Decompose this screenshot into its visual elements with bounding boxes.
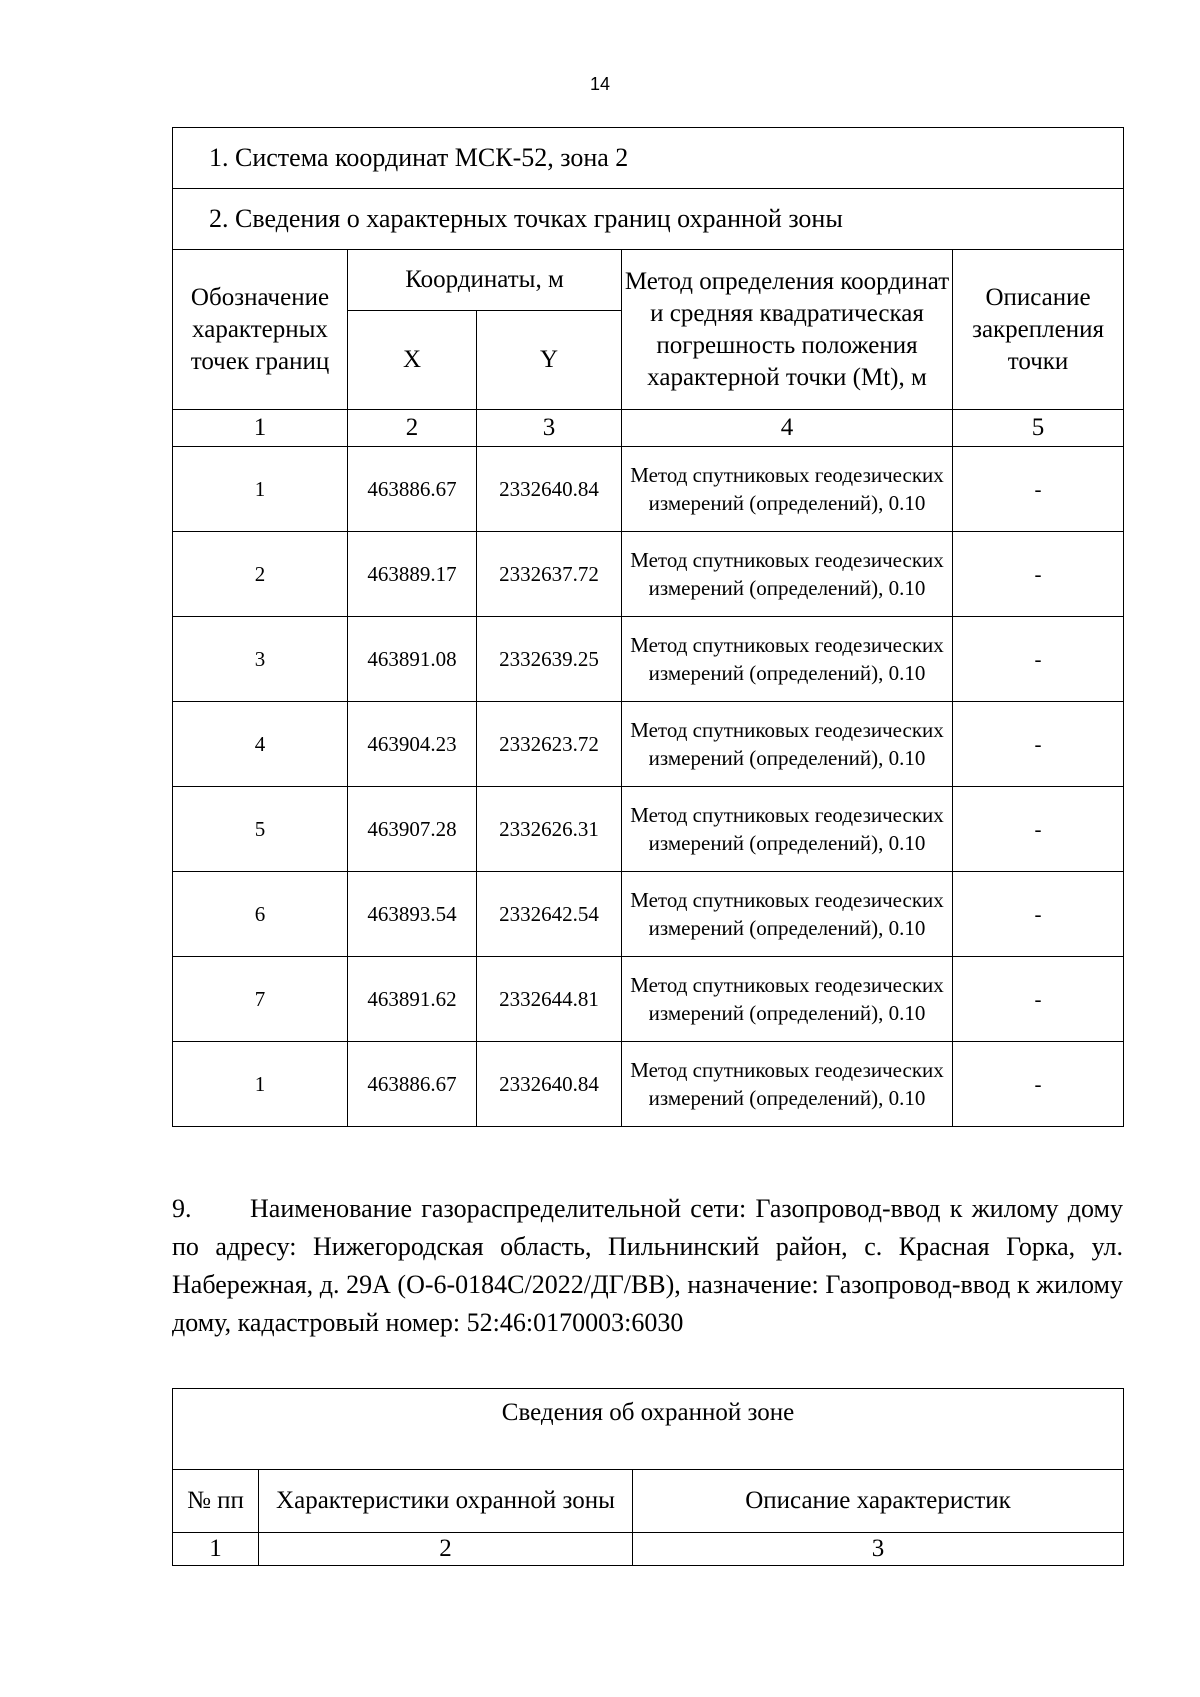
description-cell: -: [953, 617, 1124, 702]
y-cell: 2332639.25: [477, 617, 622, 702]
method-cell: Метод спутниковых геодезических измерений (определений), 0.10: [622, 787, 953, 872]
column-number: 3: [477, 410, 622, 447]
header-y: Y: [477, 311, 622, 410]
zone-table-title: Сведения об охранной зоне: [173, 1389, 1124, 1470]
x-cell: 463891.62: [348, 957, 477, 1042]
table-row: [173, 957, 1124, 1042]
x-cell: 463907.28: [348, 787, 477, 872]
y-cell: 2332626.31: [477, 787, 622, 872]
header-x: X: [348, 311, 477, 410]
table-row: [173, 787, 1124, 872]
x-cell: 463891.08: [348, 617, 477, 702]
y-cell: 2332640.84: [477, 1042, 622, 1127]
point-cell: 5: [173, 787, 348, 872]
method-cell: Метод спутниковых геодезических измерений (определений), 0.10: [622, 1042, 953, 1127]
column-number: 1: [173, 410, 348, 447]
table-row: [173, 872, 1124, 957]
point-cell: 1: [173, 1042, 348, 1127]
protection-zone-table: [172, 1388, 1124, 1566]
section-9-text: Наименование газораспределительной сети: Газопровод-ввод к жилому дому по адресу: Нижегородская область, Пильнинский район, с. Красная Горка, ул. Набережная, д. 29А (О-6-0184С/2022/ДГ/ВВ), назначение: Газопровод-ввод к жилому дому, кадастровый номер: 52:46:0170003:6030: [172, 1194, 1123, 1337]
header-coordinates: Координаты, м: [348, 250, 622, 311]
header-characteristics-description: Описание характеристик: [633, 1470, 1124, 1533]
coordinate-system-row: 1. Система координат МСК-52, зона 2: [173, 128, 1124, 189]
header-characteristics: Характеристики охранной зоны: [259, 1470, 633, 1533]
description-cell: -: [953, 872, 1124, 957]
header-number: № пп: [173, 1470, 259, 1533]
description-cell: -: [953, 787, 1124, 872]
x-cell: 463889.17: [348, 532, 477, 617]
y-cell: 2332637.72: [477, 532, 622, 617]
table-row: [173, 617, 1124, 702]
column-number: 4: [622, 410, 953, 447]
method-cell: Метод спутниковых геодезических измерений (определений), 0.10: [622, 532, 953, 617]
method-cell: Метод спутниковых геодезических измерений (определений), 0.10: [622, 872, 953, 957]
description-cell: -: [953, 957, 1124, 1042]
boundary-points-row: 2. Сведения о характерных точках границ охранной зоны: [173, 189, 1124, 250]
method-cell: Метод спутниковых геодезических измерений (определений), 0.10: [622, 617, 953, 702]
table-row: [173, 1042, 1124, 1127]
x-cell: 463904.23: [348, 702, 477, 787]
section-9-number: 9.: [172, 1194, 192, 1223]
point-cell: 4: [173, 702, 348, 787]
column-number: 2: [259, 1533, 633, 1566]
header-method: Метод определения координат и средняя квадратическая погрешность положения характерной точки (Mt), м: [622, 250, 953, 410]
point-cell: 1: [173, 447, 348, 532]
header-point-description: Описание закрепления точки: [953, 250, 1124, 410]
y-cell: 2332642.54: [477, 872, 622, 957]
description-cell: -: [953, 702, 1124, 787]
coordinate-table: [172, 127, 1124, 1127]
column-number: 3: [633, 1533, 1124, 1566]
page-number: 14: [589, 74, 611, 94]
x-cell: 463886.67: [348, 1042, 477, 1127]
y-cell: 2332644.81: [477, 957, 622, 1042]
table-row: [173, 532, 1124, 617]
x-cell: 463886.67: [348, 447, 477, 532]
point-cell: 3: [173, 617, 348, 702]
description-cell: -: [953, 532, 1124, 617]
point-cell: 7: [173, 957, 348, 1042]
column-number: 5: [953, 410, 1124, 447]
table-row: [173, 447, 1124, 532]
header-point-designation: Обозначение характерных точек границ: [173, 250, 348, 410]
column-number: 2: [348, 410, 477, 447]
y-cell: 2332640.84: [477, 447, 622, 532]
point-cell: 2: [173, 532, 348, 617]
description-cell: -: [953, 1042, 1124, 1127]
point-cell: 6: [173, 872, 348, 957]
method-cell: Метод спутниковых геодезических измерений (определений), 0.10: [622, 957, 953, 1042]
x-cell: 463893.54: [348, 872, 477, 957]
column-number: 1: [173, 1533, 259, 1566]
y-cell: 2332623.72: [477, 702, 622, 787]
method-cell: Метод спутниковых геодезических измерений (определений), 0.10: [622, 447, 953, 532]
method-cell: Метод спутниковых геодезических измерений (определений), 0.10: [622, 702, 953, 787]
table-row: [173, 702, 1124, 787]
section-9-paragraph: [172, 1190, 1123, 1342]
description-cell: -: [953, 447, 1124, 532]
